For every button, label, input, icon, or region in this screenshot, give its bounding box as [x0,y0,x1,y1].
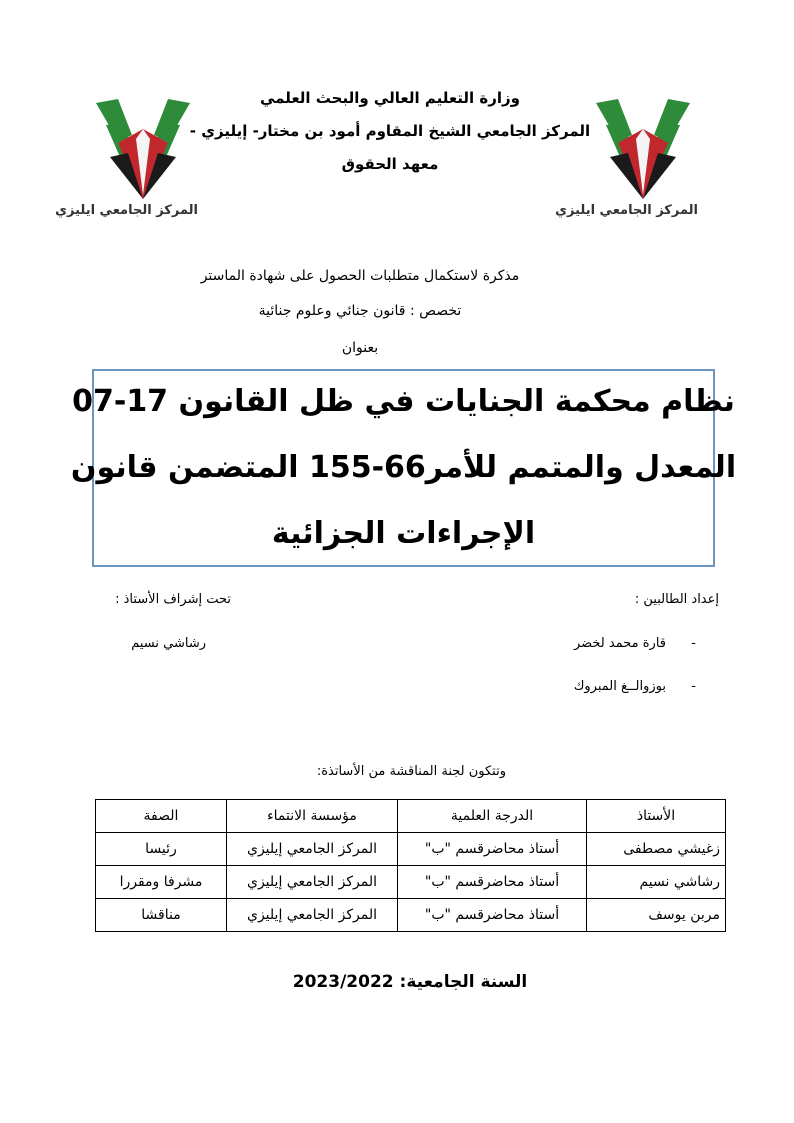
institution: المركز الجامعي إيليزي [227,866,398,899]
university-center-name: المركز الجامعي الشيخ المقاوم أمود بن مختار- إيليزي - [189,122,591,140]
professor-name: مربن يوسف [587,899,726,932]
institution: المركز الجامعي إيليزي [227,899,398,932]
committee-intro: وتتكون لجنة المناقشة من الأساتذة: [316,764,506,779]
supervisor-label: تحت إشراف الأستاذ : [115,592,231,607]
institution-header [180,82,600,181]
author-bullet: - [691,679,696,694]
role: رئيسا [96,833,227,866]
logo-emblem-icon [588,95,698,205]
table-header-row [96,800,726,833]
authors-label: إعداد الطالبين : [634,592,719,607]
supervisor-name: رشاشي نسيم [131,636,206,651]
academic-rank: أستاذ محاضرقسم "ب" [398,866,587,899]
entitled-label: بعنوان [341,340,379,356]
thesis-title-line-3: الإجراءات الجزائية [271,516,536,551]
logo-caption: المركز الجامعي ايليزي [555,203,698,218]
thesis-specialty: تخصص : قانون جنائي وعلوم جنائية [258,303,462,319]
academic-rank: أستاذ محاضرقسم "ب" [398,899,587,932]
role: مناقشا [96,899,227,932]
institute-name: معهد الحقوق [341,155,439,173]
thesis-title-line-1: نظام محكمة الجنايات في ظل القانون 17-07 [72,384,735,419]
professor-name: زغيشي مصطفى [587,833,726,866]
academic-year: السنة الجامعية: 2023/2022 [292,972,528,992]
column-header-role: الصفة [96,800,227,833]
thesis-title-box [70,369,737,567]
role: مشرفا ومقررا [96,866,227,899]
table-row [96,866,726,899]
column-header-professor: الأستاذ [587,800,726,833]
ministry-name: وزارة التعليم العالي والبحث العلمي [259,89,521,107]
thesis-title-line-2: المعدل والمتمم للأمر66-155 المتضمن قانون [70,450,737,485]
academic-rank: أستاذ محاضرقسم "ب" [398,833,587,866]
logo-caption: المركز الجامعي ايليزي [55,203,198,218]
logo-emblem-icon [88,95,198,205]
table-row [96,833,726,866]
institution: المركز الجامعي إيليزي [227,833,398,866]
thesis-purpose: مذكرة لاستكمال متطلبات الحصول على شهادة الماستر [200,268,520,284]
author-name-1: قارة محمد لخضر [573,636,666,651]
author-name-2: بوزوالــغ المبروك [573,679,666,694]
committee-table [95,799,726,932]
professor-name: رشاشي نسيم [587,866,726,899]
author-bullet: - [691,636,696,651]
university-logo-right [555,95,698,230]
table-row [96,899,726,932]
university-logo-left [55,95,198,230]
column-header-institution: مؤسسة الانتماء [227,800,398,833]
column-header-rank: الدرجة العلمية [398,800,587,833]
